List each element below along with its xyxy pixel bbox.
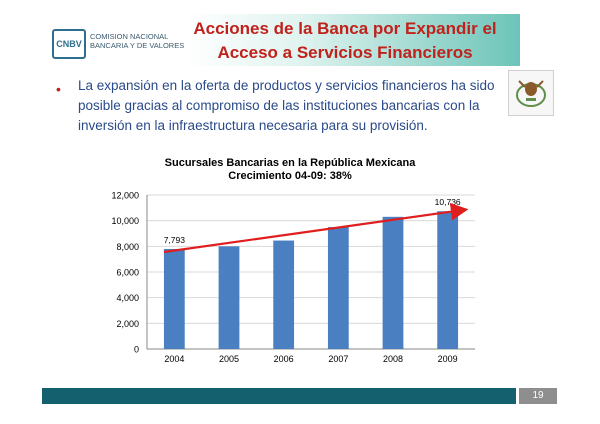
footer-bar <box>42 388 516 404</box>
bar <box>164 249 185 349</box>
bar <box>328 227 349 349</box>
slide-title-line1: Acciones de la Banca por Expandir el <box>193 19 497 38</box>
data-label: 10,736 <box>434 197 461 208</box>
data-label: 7,793 <box>163 234 185 245</box>
x-tick-label: 2004 <box>164 354 185 364</box>
bar <box>383 217 404 349</box>
logo-name-line1: COMISION NACIONAL <box>90 32 169 41</box>
slide-title <box>185 17 505 65</box>
y-tick-label: 0 <box>133 344 139 355</box>
y-tick-label: 2,000 <box>116 318 139 329</box>
y-tick-label: 6,000 <box>116 267 139 278</box>
y-tick-label: 10,000 <box>111 216 139 227</box>
bullet-marker: • <box>56 81 61 97</box>
bar <box>437 211 458 349</box>
bar <box>273 241 294 349</box>
logo-name-line2: BANCARIA Y DE VALORES <box>90 41 185 50</box>
bar-chart <box>95 188 495 373</box>
y-tick-label: 4,000 <box>116 293 139 304</box>
mexico-seal-icon <box>508 70 554 116</box>
bar <box>219 246 240 349</box>
cnbv-logo-mark: CNBV <box>52 29 86 59</box>
bullet-text: La expansión en la oferta de productos y servicios financieros ha sido posible gracias al compromiso de las instituciones bancarias con la inversión en la infraestructura necesaria para su provisión. <box>78 78 495 133</box>
slide-title-line2: Acceso a Servicios Financieros <box>217 43 473 62</box>
cnbv-logo <box>52 26 185 60</box>
chart-title: Sucursales Bancarias en la República Mexicana <box>164 157 416 169</box>
trend-arrow <box>164 210 464 252</box>
x-tick-label: 2008 <box>382 354 404 364</box>
chart-title-block <box>140 157 440 183</box>
y-tick-label: 8,000 <box>116 241 139 252</box>
x-tick-label: 2005 <box>218 354 240 364</box>
y-tick-label: 12,000 <box>111 190 139 201</box>
cnbv-logo-text <box>90 32 185 50</box>
chart-subtitle: Crecimiento 04-09: 38% <box>228 170 352 182</box>
page-number: 19 <box>519 388 557 404</box>
x-tick-label: 2007 <box>328 354 349 364</box>
x-tick-label: 2009 <box>437 354 458 364</box>
x-tick-label: 2006 <box>273 354 294 364</box>
